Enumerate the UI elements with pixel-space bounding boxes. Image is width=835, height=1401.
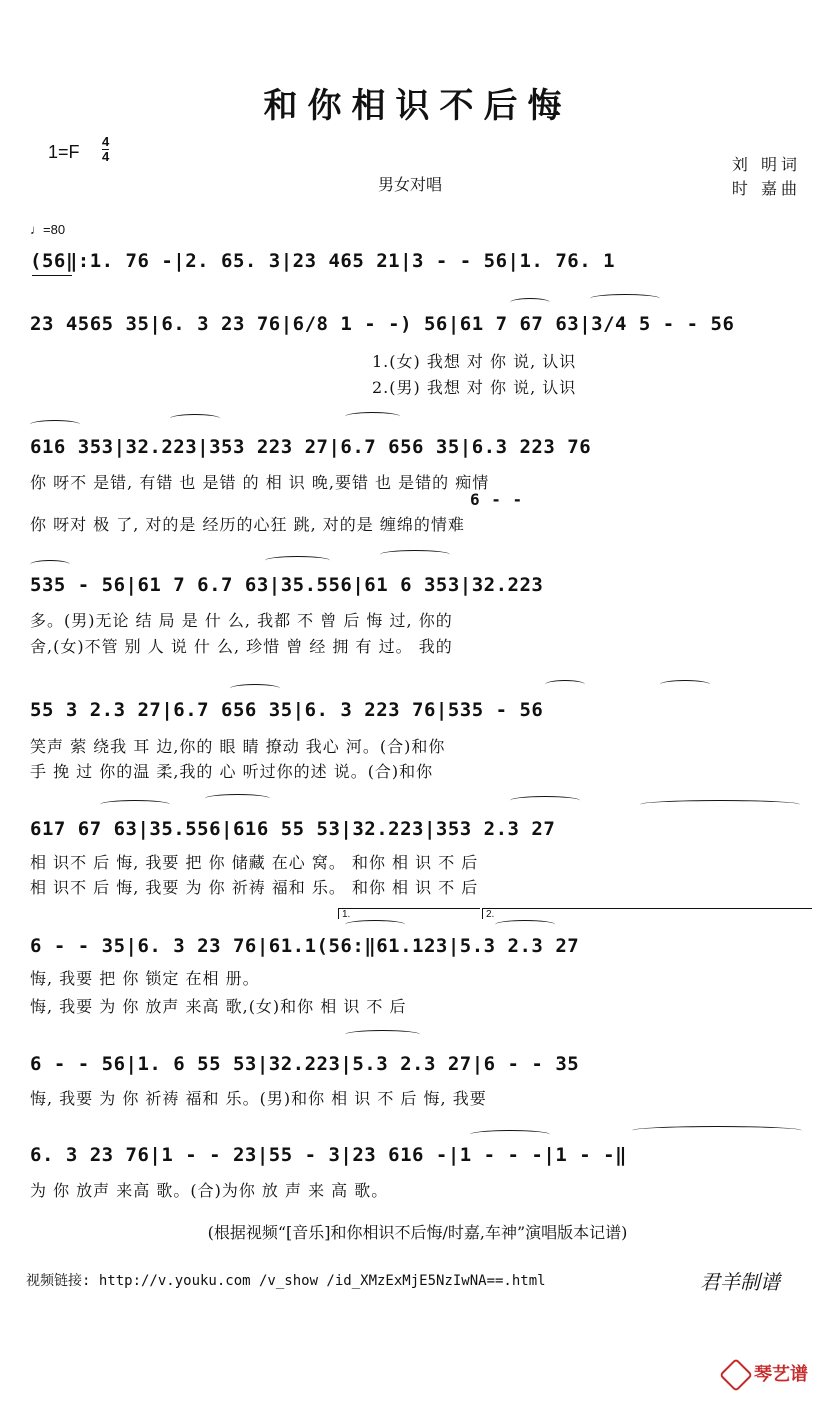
lyric-line-6-verse-2: 相 识不 后 悔, 我要 为 你 祈祷 福和 乐。 和你 相 识 不 后	[30, 878, 479, 897]
score-line-8: 6 - - 56|1. 6 55 53|32.223|5.3 2.3 27|6 - - 35	[30, 1053, 580, 1075]
lyric-line-9: 为 你 放声 来高 歌。(合)为你 放 声 来 高 歌。	[30, 1181, 389, 1200]
lyric-line-3-verse-2: 你 呀对 极 了, 对的是 经历的心狂 跳, 对的是 缠绵的情难	[30, 515, 465, 534]
transcriber-signature: 君羊制谱	[700, 1270, 780, 1294]
score-line-2: 23 4565 35|6. 3 23 76|6/8 1 - -) 56|61 7 67 63|3/4 5 - - 56	[30, 313, 735, 335]
lyric-line-4-verse-1: 多。(男)无论 结 局 是 什 么, 我都 不 曾 后 悔 过, 你的	[30, 611, 453, 630]
key-signature: 1=F	[48, 142, 80, 162]
logo-text: 琴艺谱	[754, 1364, 808, 1385]
score-line-5: 55 3 2.3 27|6.7 656 35|6. 3 223 76|535 - 56	[30, 699, 544, 721]
lyric-line-5-verse-2: 手 挽 过 你的温 柔,我的 心 听过你的述 说。(合)和你	[30, 762, 434, 781]
lyric-line-6-verse-1: 相 识不 后 悔, 我要 把 你 储藏 在心 窝。 和你 相 识 不 后	[30, 853, 479, 872]
score-line-3: 616 353|32.223|353 223 27|6.7 656 35|6.3 223 76	[30, 436, 592, 458]
lyric-line-2-verse-1: 1.(女) 我想 对 你 说, 认识	[372, 352, 577, 371]
score-line-7: 6 - - 35|6. 3 23 76|61.1(56:‖61.123|5.3 2.3 27	[30, 935, 580, 957]
lyric-line-5-verse-1: 笑声 萦 绕我 耳 边,你的 眼 睛 撩动 我心 河。(合)和你	[30, 737, 446, 756]
time-signature	[102, 135, 109, 164]
first-ending-bracket: 1.	[338, 908, 480, 919]
score-line-6: 617 67 63|35.556|616 55 53|32.223|353 2.3 27	[30, 818, 556, 840]
lyric-line-7-verse-2: 悔, 我要 为 你 放声 来高 歌,(女)和你 相 识 不 后	[30, 997, 407, 1016]
score-line-1: (56‖:1. 76 -|2. 65. 3|23 465 21|3 - - 56|1. 76. 1	[30, 250, 616, 272]
performance-style: 男女对唱	[378, 175, 443, 194]
lyric-line-3-verse-1: 你 呀不 是错, 有错 也 是错 的 相 识 晚,要错 也 是错的 痴情	[30, 473, 490, 492]
score-line-4: 535 - 56|61 7 6.7 63|35.556|61 6 353|32.223	[30, 574, 544, 596]
second-ending-bracket: 2.	[482, 908, 812, 919]
lyricist-credit: 刘 明词	[731, 155, 801, 174]
composer-credit: 时 嘉曲	[731, 179, 801, 198]
video-link: 视频链接: http://v.youku.com /v_show /id_XMzExMjE5NzIwNA==.html	[26, 1273, 546, 1289]
site-logo	[724, 1360, 808, 1387]
lyric-line-8: 悔, 我要 为 你 祈祷 福和 乐。(男)和你 相 识 不 后 悔, 我要	[30, 1089, 487, 1108]
lyric-line-3-note: 6 - -	[470, 490, 524, 509]
time-signature-bottom: 4	[102, 149, 110, 164]
lyric-line-4-verse-2: 舍,(女)不管 别 人 说 什 么, 珍惜 曾 经 拥 有 过。 我的	[30, 637, 453, 656]
score-line-9: 6. 3 23 76|1 - - 23|55 - 3|23 616 -|1 - - -|1 - -‖	[30, 1144, 627, 1166]
lyric-line-2-verse-2: 2.(男) 我想 对 你 说, 认识	[372, 378, 577, 397]
time-signature-top: 4	[102, 134, 110, 149]
lyric-line-7-verse-1: 悔, 我要 把 你 锁定 在相 册。	[30, 969, 260, 988]
logo-icon	[719, 1358, 753, 1392]
source-note: (根据视频“[音乐]和你相识不后悔/时嘉,车神”演唱版本记谱)	[207, 1223, 628, 1242]
page-title: 和你相识不后悔	[263, 86, 572, 126]
tempo-marking: ♩=80	[30, 222, 66, 237]
